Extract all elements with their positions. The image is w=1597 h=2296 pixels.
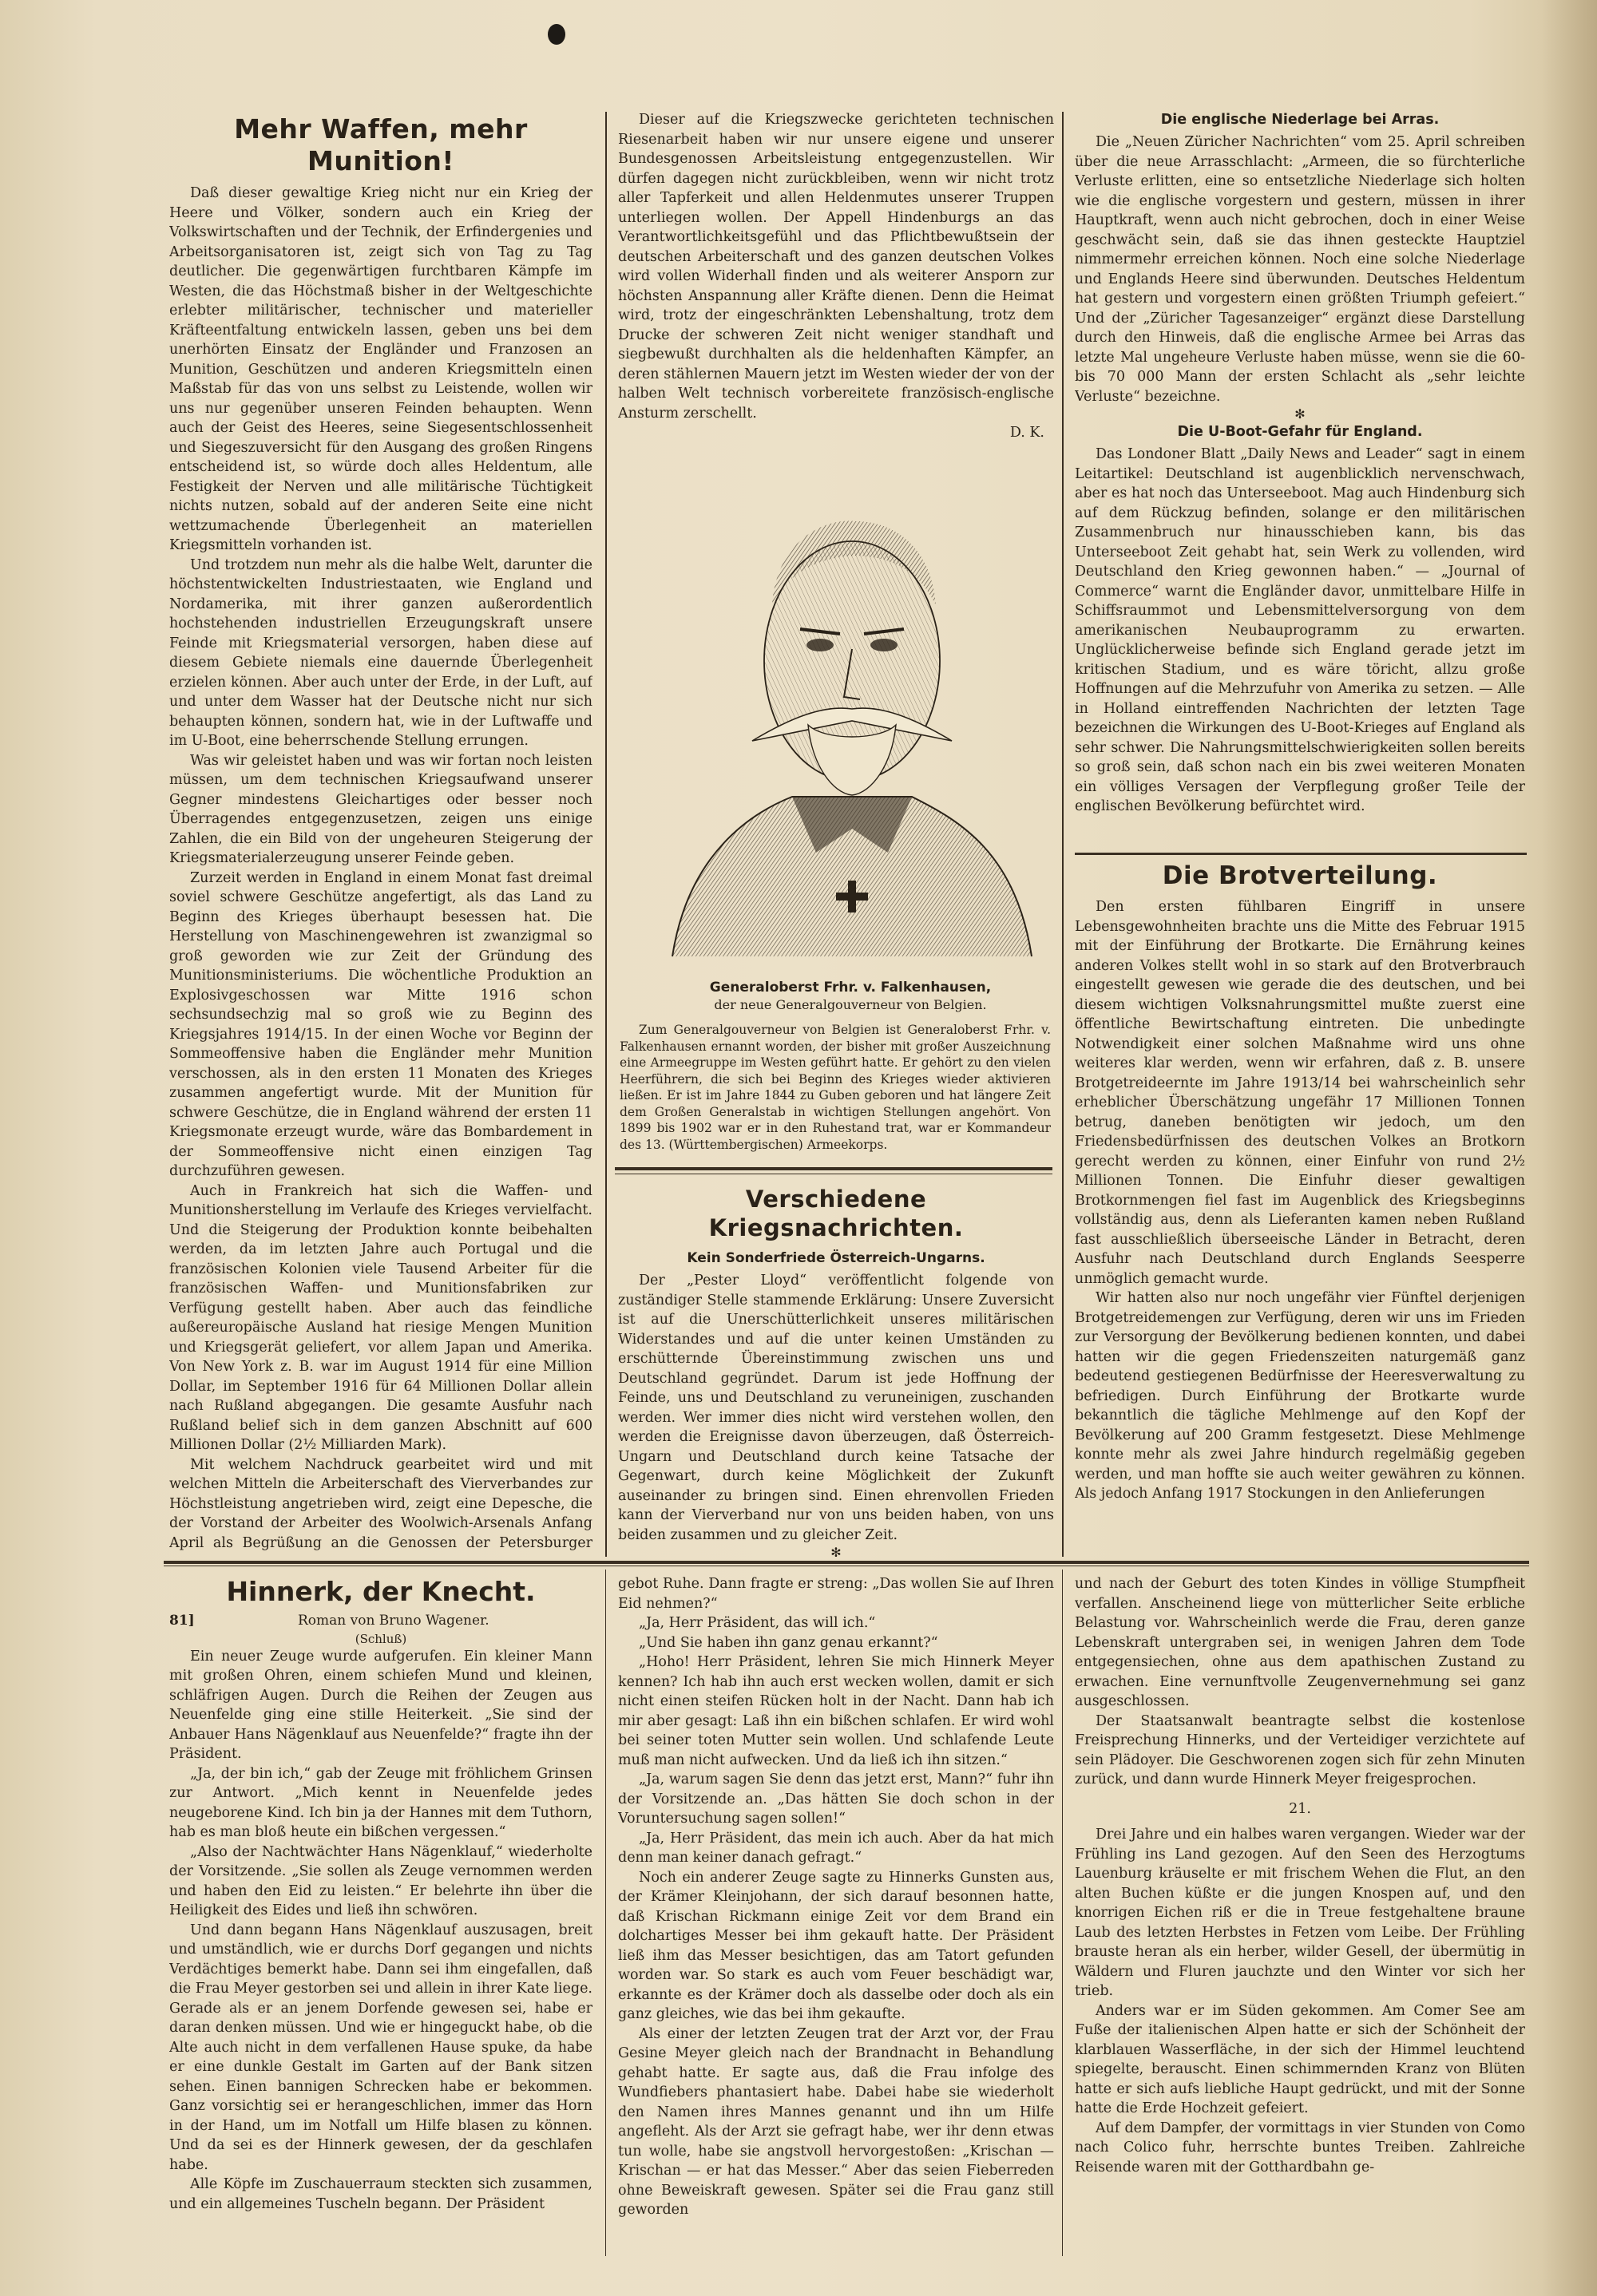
paragraph: „Ja, der bin ich,“ gab der Zeuge mit fröhlichem Grinsen zur Antwort. „Mich kennt in Neuenfelde jedes neugeborene Kind. Ich bin ja der Hannes mit dem Tuthorn, hab es man bloß heute ein bißchen vergessen.“: [169, 1765, 592, 1840]
subhead-uboot: Die U-Boot-Gefahr für England.: [1177, 424, 1423, 440]
falkenhausen-portrait: [656, 477, 1048, 972]
paragraph: Auf dem Dampfer, der vormittags in vier Stunden von Como nach Colico fuhr, herrschte buntes Treiben. Zahlreiche Reisende waren mit der Gotthardbahn ge-: [1075, 2120, 1525, 2175]
paragraph: Alle Köpfe im Zuschauerraum steckten sich zusammen, und ein allgemeines Tuscheln begann. Der Präsident: [169, 2176, 592, 2212]
column-rule: [605, 112, 607, 1557]
paragraph: Auch in Frankreich hat sich die Waffen- und Munitionsherstellung im Verlaufe des Krieges vervielfacht. Und die Steigerung der Produktion konnte beibehalten werden, da im letzten Jahre auch Portugal und die französischen Kolonien viele Tausend Arbeiter für die französischen Waffen- und Munitionsfabriken zur Verfügung gestellt haben. Aber auch das feindliche außereuropäische Ausland hat riesige Mengen Munition und Kriegsgerät geliefert, vor allem Japan und Amerika. Von New York z. B. war im August 1914 für eine Million Dollar, im September 1916 für 64 Millionen Dollar allein nach Rußland abgegangen. Die gesamte Ausfuhr nach Rußland belief sich in dem ganzen Abschnitt auf 600 Millionen Dollar (2½ Milliarden Mark).: [169, 1182, 592, 1453]
separator-star-icon: ✻: [830, 1545, 842, 1557]
portrait-caption-subtitle: der neue Generalgouverneur von Belgien.: [714, 997, 987, 1012]
feuilleton-rule: [164, 1561, 1529, 1564]
column-rule: [1062, 112, 1064, 1557]
installment-number: 81]: [169, 1613, 195, 1629]
paragraph: Dieser auf die Kriegszwecke gerichteten technischen Riesenarbeit haben wir nur unsere eigene und unserer Bundesgenossen Arbeitsleistung entgegenzustellen. Wir dürfen dagegen nicht zurückbleiben, wenn wir nicht trotz aller Tapferkeit und allen Heldenmutes unserer Truppen unterliegen wollen. Der Appell Hindenburgs an das Verantwortlichkeitsgefühl und das Pflichtbewußtsein der deutschen Arbeiterschaft und des ganzen deutschen Volkes wird vollen Widerhall finden und als weiterer Ansporn zur höchsten Anspannung aller Kräfte dienen. Denn die Heimat wird, trotz der eingeschränkten Lebenshaltung, trotz dem Drucke der schweren Zeit nicht weniger standhaft und siegbewußt durchhalten als die heldenhaften Kämpfer, an deren stählernen Mauern jetzt im Westen wieder der von der halben Welt technisch vorbereitete französisch-englische Ansturm zerschellt.: [618, 112, 1054, 422]
chapter-number: 21.: [1289, 1800, 1311, 1817]
novel-meta: [169, 1611, 592, 1631]
paragraph: „Ja, Herr Präsident, das will ich.“: [639, 1615, 876, 1631]
paragraph: Zurzeit werden in England in einem Monat fast dreimal soviel schwere Geschütze angefertigt, als das Land zu Beginn des Krieges überhaupt besessen hat. Die Herstellung von Maschinengewehren ist zwanzigmal so groß geworden wie zur Zeit der Gründung des Munitionsministeriums. Die wöchentliche Produktion an Explosivgeschossen war Mitte 1916 schon sechsundsechzig mal so groß wie zu Beginn des Kriegsjahres 1914/15. In der einen Woche vor Beginn der Sommeoffensive haben die Engländer mehr Munition verschossen, als in den ersten 11 Monaten des Krieges zusammen angefertigt wurde. Mit der Munition für schwere Geschütze, die in England während der ersten 11 Kriegsmonate erzeugt wurde, wäre das Bombardement in der Sommeoffensive nicht einen einzigen Tag durchzuführen gewesen.: [169, 869, 592, 1179]
separator-star-icon: ✻: [1294, 406, 1306, 422]
novel-column-three: [1075, 1574, 1525, 2261]
paragraph: und nach der Geburt des toten Kindes in völlige Stumpfheit verfallen. Anscheinend liege von mütterlicher Seite erbliche Belastung vor. Wahrscheinlich werde die Frau, deren ganze Lebenskraft untergraben sei, in wenigen Jahren dem Tode entgegensiechen, ohne aus dem apathischen Zustand zu erwachen. Eine vernunftvolle Zeugenvernehmung sei ganz ausgeschlossen.: [1075, 1576, 1525, 1709]
paragraph: „Hoho! Herr Präsident, lehren Sie mich Hinnerk Meyer kennen? Ich hab ihn auch erst wecken wollen, damit er sich nicht einen steifen Rücken holt in der Nacht. Dann hab ich mir aber gesagt: Laß ihn ein bißchen schlafen. Er wird wohl bei seiner toten Mutter sein wollen. Und schlafende Leute muß man nicht aufwecken. Und da ließ ich ihn sitzen.“: [618, 1654, 1054, 1768]
paragraph: gebot Ruhe. Dann fragte er streng: „Das wollen Sie auf Ihren Eid nehmen?“: [618, 1576, 1054, 1612]
paragraph: Daß dieser gewaltige Krieg nicht nur ein Krieg der Heere und Völker, sondern auch ein Krieg der Volkswirtschaften und der Technik, der Erfindergenies und Arbeitsorganisatoren ist, zeigt sich von Tag zu Tag deutlicher. Die gegenwärtigen furchtbaren Kämpfe im Westen, die das Höchstmaß bisher in der Weltgeschichte erlebter militärischer, technischer und materieller Kräfteentfaltung entwickeln lassen, geben uns bei dem unerhörten Einsatz der Engländer und Franzosen an Munition, Geschützen und anderen Kriegsmitteln einen Maßstab für das von uns selbst zu Leistende, wollen wir uns nur gegenüber unseren Feinden behaupten. Wenn auch der Geist des Heeres, seine Siegesentschlossenheit und Siegeszuversicht für den Ausgang des großen Ringens entscheidend ist, so würde doch alles Heldentum, alle Festigkeit der Nerven und alle militärische Tüchtigkeit nichts nutzen, sobald auf der anderen Seite eine nicht wettzumachende Überlegenheit an materiellen Kriegsmitteln vorhanden ist.: [169, 185, 592, 553]
subhead-arras: Die englische Niederlage bei Arras.: [1160, 112, 1440, 128]
section-rule: [1075, 853, 1527, 855]
novel-column-two: [618, 1574, 1054, 2261]
paragraph: Den ersten fühlbaren Eingriff in unsere Lebensgewohnheiten brachte uns die Mitte des Februar 1915 mit der Einführung der Brotkarte. Die Ernährung keines anderen Volkes stellt wohl in so stark auf den Brotverbrauch eingestellt gewesen wie gerade die des deutschen, und bei diesem wichtigen Volksnahrungsmittel mußte zuerst eine öffentliche Bewirtschaftung eintreten. Die unbedingte Notwendigkeit einer solchen Maßnahme wird uns ohne weiteres klar werden, wenn wir erfahren, daß z. B. unsere Brotgetreideernte im Jahre 1913/14 bei wahrscheinlich sehr erheblicher Überschätzung ungefähr 17 Millionen Tonnen betrug, daneben benötigten wir jedoch, um den Friedensbedürfnissen des deutschen Volkes an Brotkorn gerecht werden zu können, einer Einfuhr von rund 2½ Millionen Tonnen. Die Einfuhr dieser gewaltigen Brotkornmengen fiel fast im Augenblick des Kriegsbeginns vollständig aus, denn als Lieferanten kamen neben Rußland fast ausschließlich überseeische Länder in Betracht, deren Ausfuhr nach Deutschland durch Englands Seesperre unmöglich gemacht wurde.: [1075, 899, 1525, 1287]
signature: D. K.: [1009, 425, 1044, 441]
portrait-caption-title: Generaloberst Frhr. v. Falkenhausen,: [709, 980, 992, 996]
paragraph: Die „Neuen Züricher Nachrichten“ vom 25. April schreiben über die neue Arrasschlacht: „Armeen, die so fürchterliche Verluste erlitten, eine so entsetzliche Niederlage sich holten wie die englische vorgestern und gestern, müssen in ihrer Hauptkraft, wenn auch nicht gebrochen, doch in einer Weise geschwächt sein, daß sie das ihnen gesteckte Hauptziel nimmermehr erreichen können. Noch eine solche Niederlage und Englands Heere sind überwunden. Deutsches Heldentum hat gestern und vorgestern einen größten Triumph gefeiert.“ Und der „Züricher Tagesanzeiger“ ergänzt diese Darstellung durch den Hinweis, daß die englische Armee bei Arras das letzte Mal ungeheure Verluste haben müsse, wenn sie die 60- bis 70 000 Mann der ersten Schlacht als „sehr leichte Verluste“ bezeichne.: [1075, 134, 1525, 405]
novel-column-one: [169, 1573, 592, 2259]
paragraph: Mit welchem Nachdruck gearbeitet wird und mit welchen Mitteln die Arbeiterschaft des Vierverbandes zur Höchstleistung angetrieben wird, zeigt eine Depesche, die der Vorstand der Arbeiter des Woolwich-Arsenals Anfang April als Begrüßung an die Genossen der Petersburger: [169, 1456, 592, 1551]
paragraph: Der „Pester Lloyd“ veröffentlicht folgende von zuständiger Stelle stammende Erklärung: Unsere Zuversicht ist auf die Unerschütterlichkeit unseres militärischen Widerstandes und auf die unter keinen Umständen zu erschütternde Übereinstimmung zwischen uns und Deutschland gegründet. Darum ist jede Hoffnung der Feinde, uns und Deutschland zu veruneinigen, zuschanden werden. Wer immer dies nicht wird verstehen wollen, den werden die Ereignisse davon überzeugen, daß Österreich-Ungarn und Deutschland durch keine Tatsache der Gegenwart, durch keine Möglichkeit der Zukunft auseinander zu bringen sind. Einen ehrenvollen Frieden kann der Vierverband nur von uns beiden haben, von uns beiden zusammen und zu gleicher Zeit.: [618, 1273, 1054, 1543]
paragraph: „Also der Nachtwächter Hans Nägenklauf,“ wiederholte der Vorsitzende. „Sie sollen als Zeuge vernommen werden und haben den Eid zu leisten.“ Er belehrte ihn über die Heiligkeit des Eides und ließ ihn schwören.: [169, 1843, 592, 1918]
paragraph: Zum Generalgouverneur von Belgien ist Generaloberst Frhr. v. Falkenhausen ernannt worden, der bisher mit großer Auszeichnung eine Armeegruppe im Westen geführt hatte. Er gehört zu den vielen Heerführern, die sich bei Beginn des Krieges wieder aktivieren ließen. Er ist im Jahre 1844 zu Guben geboren und hat längere Zeit dem Großen Generalstab in wichtigen Stellungen angehört. Von 1899 bis 1902 war er in den Ruhestand trat, war er Kommandeur des 13. (Württembergischen) Armeekorps.: [620, 1023, 1051, 1152]
paragraph: Drei Jahre und ein halbes waren vergangen. Wieder war der Frühling ins Land gezogen. Auf den Seen des Herzogtums Lauenburg kräuselte er mit frischem Wehen die Flut, an den alten Buchen küßte er die jungen Knospen auf, und den knorrigen Eichen riß er die in Treue festgehaltene braune Laub des letzten Herbstes in Fetzen vom Leibe. Der Frühling brauste heran als ein herber, wilder Gesell, der übermütig in Wäldern und Fluren jauchzte und den Winter vor sich her trieb.: [1075, 1827, 1525, 1999]
paragraph: Als einer der letzten Zeugen trat der Arzt vor, der Frau Gesine Meyer gleich nach der Brandnacht in Behandlung gehabt hatte. Er sagte aus, daß die Frau infolge des Wundfiebers phantasiert habe. Dabei habe sie wiederholt den Namen ihres Mannes genannt und ihn um Hilfe angefleht. Als der Arzt sie gefragt habe, wer ihr denn etwas tun wolle, habe sie angstvoll hervorgestoßen: „Krischan — Krischan — er hat das Messer.“ Aber das seien Fieberreden ohne Beweiskraft gewesen. Später sei die Frau ganz still geworden: [618, 2025, 1054, 2218]
paragraph: Wir hatten also nur noch ungefähr vier Fünftel derjenigen Brotgetreidemengen zur Verfügung, deren wir uns im Frieden zur Versorgung der Bevölkerung bedienen konnten, und dabei hatten wir die gegen Friedenszeiten naturgemäß ganz bedeutend gestiegenen Bedürfnisse der Heeresverwaltung zu befriedigen. Durch Einführung der Brotkarte wurde bekanntlich die tägliche Mehlmenge auf den Kopf der Bevölkerung auf 200 Gramm festgesetzt. Diese Mehlmenge konnte mehr als zwei Jahre hindurch regelmäßig gegeben werden, und man hoffte sie auch weiter gewähren zu können. Als jedoch Anfang 1917 Stockungen in den Anlieferungen: [1075, 1290, 1525, 1502]
article-brotverteilung: [1075, 857, 1525, 1556]
paragraph: Und dann begann Hans Nägenklauf auszusagen, breit und umständlich, wie er durchs Dorf gegangen und nichts Verdächtiges bemerkt habe. Dann sei ihm eingefallen, daß die Frau Meyer gestorben sei und allein in ihrer Kate liege. Gerade als er an jenem Dorfende gewesen sei, habe er daran denken müssen. Und wie er hingeguckt habe, ob die Alte auch nicht in dem verfallenen Hause spuke, da habe er eine dunkle Gestalt im Garten auf der Bank sitzen sehen. Einen bannigen Schrecken habe er bekommen. Ganz vorsichtig sei er herangeschlichen, immer das Horn in der Hand, um im Notfall um Hilfe blasen zu können. Und da sei es der Hinnerk gewesen, der da geschlafen habe.: [169, 1922, 592, 2173]
paragraph: Das Londoner Blatt „Daily News and Leader“ sagt in einem Leitartikel: Deutschland ist augenblicklich nervenschwach, aber es hat noch das Unterseeboot. Mag auch Hindenburg sich auf dem Rückzug befinden, solange er den militärischen Zusammenbruch nur hinausschieben kann, bis das Unterseeboot Zeit gehabt hat, sein Werk zu vollenden, wird Deutschland den Krieg gewonnen haben.“ — „Journal of Commerce“ warnt die Engländer davor, unmittelbare Hilfe in Schiffsraummot und Lebensmittelversorgung von dem amerikanischen Neubauprogramm zu erwarten. Unglücklicherweise befinde sich England gerade jetzt im kritischen Stadium, und es wäre töricht, allzu große Hoffnungen auf die Mehrzufuhr von Amerika zu setzen. — Alle in Holland eintreffenden Nachrichten der letzten Tage bezeichnen die Wirkungen des U-Boot-Krieges auf England als sehr schwer. Die Nahrungsmittelschwierigkeiten sollen bereits so groß sein, daß schon nach ein bis zwei weiteren Monaten ein völliges Versagen der Verpflegung großer Teile der englischen Bevölkerung befürchtet wird.: [1075, 446, 1525, 814]
page-edge-shadow: [1541, 0, 1597, 2296]
article-munition-continued: [618, 110, 1054, 469]
paragraph: „Und Sie haben ihn ganz genau erkannt?“: [639, 1634, 938, 1651]
headline-kriegsnachrichten: Verschiedene Kriegsnachrichten.: [708, 1186, 964, 1241]
column-rule: [605, 1570, 606, 2256]
article-munition: [169, 110, 592, 1555]
novel-byline: Roman von Bruno Wagener.: [297, 1613, 489, 1629]
headline-brotverteilung: Die Brotverteilung.: [1162, 861, 1438, 890]
paragraph: „Ja, Herr Präsident, das mein ich auch. Aber da hat mich denn man keiner danach gefragt.“: [618, 1830, 1054, 1866]
novel-conclusion-note: (Schluß): [355, 1631, 407, 1646]
paragraph: Ein neuer Zeuge wurde aufgerufen. Ein kleiner Mann mit großen Ohren, einem schiefen Mund und kleinen, schläfrigen Augen. Durch die Reihen der Zeugen aus Neuenfelde ging eine stille Heiterkeit. „Sie sind der Anbauer Hans Nägenklauf aus Neuenfelde?“ fragte ihn der Präsident.: [169, 1648, 592, 1762]
article-kriegsnachrichten: [618, 1182, 1054, 1557]
section-rule: [615, 1167, 1052, 1170]
paragraph: Der Staatsanwalt beantragte selbst die kostenlose Freisprechung Hinnerks, und der Verteidiger verzichtete auf sein Plädoyer. Die Geschworenen zogen sich für zehn Minuten zurück, und dann wurde Hinnerk Meyer freigesprochen.: [1075, 1712, 1525, 1787]
column-rule: [1062, 1570, 1063, 2256]
paragraph: Anders war er im Süden gekommen. Am Comer See am Fuße der italienischen Alpen hatte er sich der Schönheit der klarblauen Wasserfläche, in der sich der Himmel leuchtend spiegelte, berauscht. Einen schimmernden Kranz von Blüten hatte er sich aufs liebliche Haupt gedrückt, und mit der Sonne hatte die Erde Hochzeit gefeiert.: [1075, 2002, 1525, 2116]
binding-hole: [548, 24, 565, 45]
paragraph: „Ja, warum sagen Sie denn das jetzt erst, Mann?“ fuhr ihn der Vorsitzende an. „Das hätten Sie doch schon in der Voruntersuchung sagen sollen!“: [618, 1771, 1054, 1827]
paragraph: Noch ein anderer Zeuge sagte zu Hinnerks Gunsten aus, der Krämer Kleinjohann, der sich darauf besonnen hatte, daß Krischan Rickmann einige Zeit vor dem Brand ein dolchartiges Messer bei ihm gekauft hatte. Der Präsident ließ ihm das Messer besichtigen, das am Tatort gefunden worden war. So stark es auch vom Feuer beschädigt war, erkannte es der Krämer doch als dasselbe oder doch als ein ganz gleiches, wie das bei ihm gekaufte.: [618, 1869, 1054, 2022]
portrait-caption-text: [620, 1022, 1051, 1153]
novel-title: Hinnerk, der Knecht.: [226, 1576, 536, 1607]
column-three-news: [1075, 110, 1525, 849]
subhead-sonderfriede: Kein Sonderfriede Österreich-Ungarns.: [687, 1250, 985, 1266]
paragraph: Und trotzdem nun mehr als die halbe Welt, darunter die höchstentwickelten Industriestaaten, wie England und Nordamerika, mit ihrer ganzen außerordentlich hochstehenden industriellen Erzeugungskraft unsere Feinde mit Kriegsmaterial versorgen, haben diese auf diesem Gebiete niemals eine dauernde Überlegenheit erzielen können. Aber auch unter der Erde, in der Luft, auf und unter dem Wasser hat der Deutsche nicht nur sich behaupten können, sondern hat, wie in der Luftwaffe und im U-Boot, eine beherrschende Stellung errungen.: [169, 556, 592, 749]
headline-munition: Mehr Waffen, mehr Munition!: [234, 113, 528, 176]
paragraph: Was wir geleistet haben und was wir fortan noch leisten müssen, um dem technischen Kriegsaufwand unserer Gegner mindestens Gleichartiges oder besser noch Überragendes entgegenzusetzen, zeigen uns einige Zahlen, die ein Bild von der ungeheuren Steigerung der Kriegsmaterialerzeugung unserer Feinde geben.: [169, 752, 592, 866]
